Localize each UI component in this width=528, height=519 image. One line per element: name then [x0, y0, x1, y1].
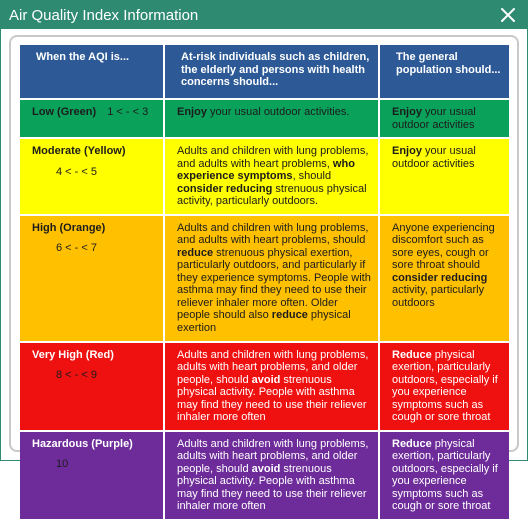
- general-advice: [378, 98, 509, 137]
- advice-text: Adults and children with lung problems, and adults with heart problems, should: [177, 221, 369, 247]
- header-aqi: When the AQI is...: [20, 45, 163, 98]
- advice-bold: consider reducing: [392, 271, 488, 284]
- advice-bold: reduce: [177, 246, 214, 259]
- advice-bold: avoid: [251, 462, 281, 475]
- table-row: [20, 430, 509, 519]
- close-icon: [500, 7, 516, 23]
- table-row: [20, 214, 509, 341]
- advice-bold: Enjoy: [392, 106, 422, 118]
- advice-text: your usual outdoor activities: [392, 145, 476, 170]
- table-row: [20, 98, 509, 137]
- level-range: 6 < - < 7: [56, 242, 97, 255]
- level-range: 1 < - < 3: [107, 106, 149, 118]
- advice-text: your usual outdoor activities.: [206, 106, 350, 118]
- close-button[interactable]: [497, 4, 519, 26]
- header-at-risk: At-risk individuals such as children, the elderly and persons with health concerns should...: [163, 45, 378, 98]
- general-advice: [378, 341, 509, 430]
- advice-bold: Enjoy: [392, 145, 422, 158]
- aqi-level-cell: [20, 341, 163, 430]
- advice-text: your usual outdoor activities: [392, 106, 476, 131]
- level-name: Moderate (Yellow): [32, 145, 126, 158]
- advice-text: Adults and children with lung problems, and adults with heart problems,: [177, 145, 369, 170]
- table-row: [20, 137, 509, 214]
- advice-text: Adults and children with lung problems, adults with heart problems, and older people, should: [177, 348, 369, 386]
- advice-bold: Enjoy: [177, 106, 207, 118]
- advice-text: strenuous physical activity. People with asthma may find they need to use their reliever inhaler more often: [177, 462, 367, 513]
- advice-text: strenuous physical exertion, particularly outdoors, and particularly if they experience symptoms. People with asthma may find they need to use their reliever inhaler more often. Older people should also: [177, 246, 371, 322]
- advice-text: Anyone experiencing discomfort such as sore eyes, cough or sore throat should: [392, 221, 495, 272]
- level-range: 10: [56, 458, 69, 471]
- at-risk-advice: [163, 98, 378, 137]
- level-name: High (Orange): [32, 221, 106, 234]
- advice-text: physical exertion: [177, 309, 351, 334]
- advice-text: Adults and children with lung problems, adults with heart problems, and older people, should: [177, 437, 369, 475]
- aqi-level-cell: [20, 430, 163, 519]
- advice-bold: reduce: [271, 309, 308, 322]
- advice-bold: consider reducing: [177, 182, 273, 195]
- general-advice: [378, 214, 509, 341]
- header-row: [20, 45, 509, 98]
- advice-bold: who experience symptoms: [177, 157, 355, 183]
- advice-bold: Reduce: [392, 348, 432, 361]
- general-advice: [378, 137, 509, 214]
- aqi-level-cell: [20, 137, 163, 214]
- at-risk-advice: [163, 137, 378, 214]
- level-range: 8 < - < 9: [56, 369, 97, 382]
- aqi-panel: [9, 35, 519, 513]
- at-risk-advice: [163, 430, 378, 519]
- dialog-title: Air Quality Index Information: [9, 6, 199, 24]
- table-row: [20, 341, 509, 430]
- advice-text: physical exertion, particularly outdoors, especially if you experience symptoms such as cough or sore throat: [392, 348, 498, 424]
- level-range: 4 < - < 5: [56, 165, 97, 178]
- advice-text: activity, particularly outdoors: [392, 284, 485, 309]
- advice-text: , should: [292, 170, 332, 183]
- level-name: Hazardous (Purple): [32, 437, 133, 450]
- advice-bold: Reduce: [392, 437, 432, 450]
- aqi-level-cell: [20, 214, 163, 341]
- header-general: The general population should...: [378, 45, 509, 98]
- title-bar: [1, 1, 527, 29]
- advice-text: physical exertion, particularly outdoors, especially if you experience symptoms such as cough or sore throat: [392, 437, 498, 513]
- aqi-table: [20, 45, 509, 519]
- general-advice: [378, 430, 509, 519]
- at-risk-advice: [163, 214, 378, 341]
- level-name: Very High (Red): [32, 348, 114, 361]
- advice-bold: avoid: [251, 373, 281, 386]
- aqi-level-cell: [20, 98, 163, 137]
- level-name: Low (Green): [32, 106, 97, 118]
- advice-text: strenuous physical activity. People with asthma may find they need to use their reliever inhaler more often: [177, 373, 367, 424]
- advice-text: strenuous physical activity, particularly outdoors.: [177, 182, 367, 208]
- at-risk-advice: [163, 341, 378, 430]
